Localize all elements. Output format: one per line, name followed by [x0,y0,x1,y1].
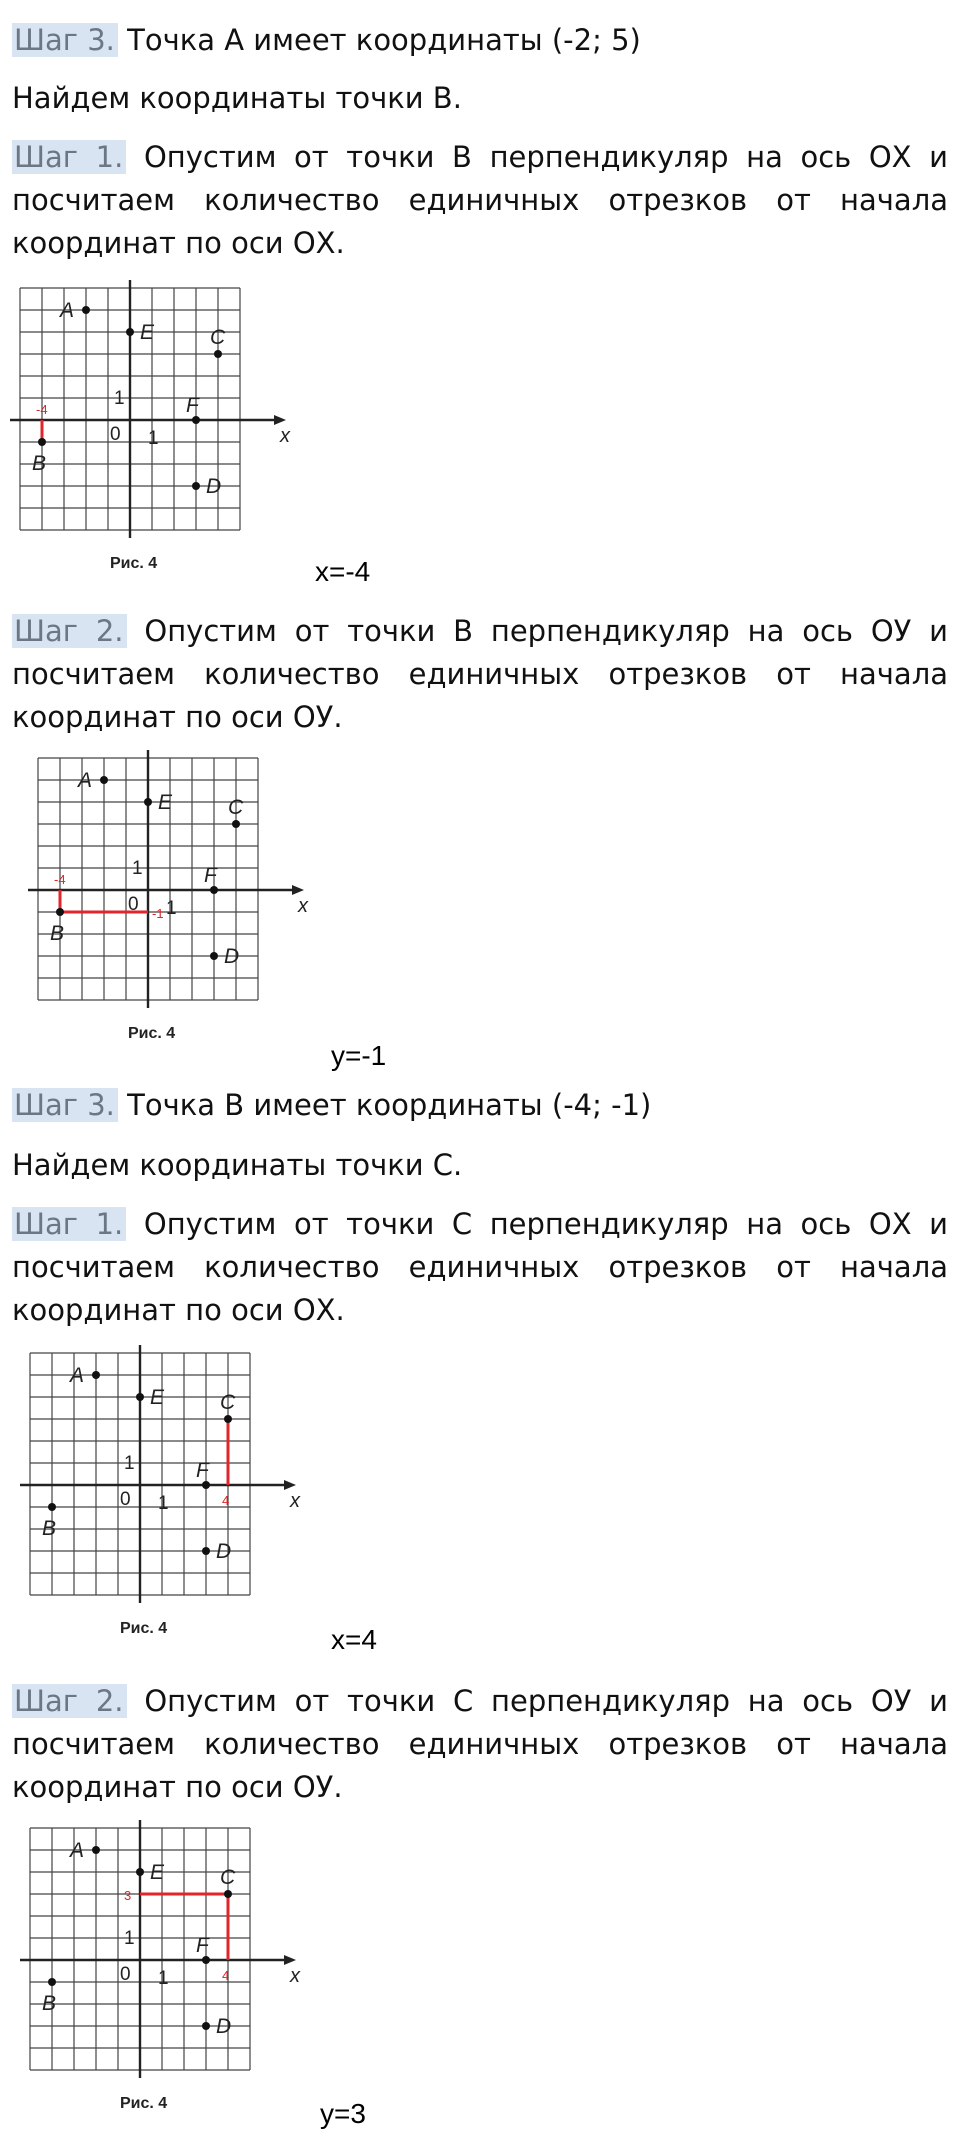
point-label: A [78,769,93,792]
step-text: Опустим от точки В перпендикуляр на ось ОХ и посчитаем количество единичных отрезков от начала координат по оси ОХ. [12,140,949,260]
step-paragraph [12,136,948,265]
answer: y=3 [320,2098,366,2129]
point-marker [202,1481,210,1489]
x-axis-label: x [290,1965,300,1987]
value-mark: 4 [222,1968,230,1983]
unit-y-label: 1 [124,1453,135,1474]
origin-label: 0 [120,1489,131,1510]
step-line [12,1085,651,1126]
value-mark: 3 [124,1888,132,1903]
point-label: B [42,1992,57,2015]
intro-line [12,1145,462,1186]
point-marker [92,1371,100,1379]
point-marker [202,2022,210,2030]
point-marker [48,1978,56,1986]
x-axis-arrow [274,415,286,425]
answer: y=-1 [331,1040,387,1071]
point-marker [214,350,222,358]
point-label: A [70,1839,85,1862]
coordinate-plane [10,280,330,588]
figure-caption: Рис. 4 [120,1620,168,1637]
point-marker [202,1956,210,1964]
point-label: A [60,299,75,322]
step-label: Шаг 2. [12,1684,127,1718]
point-marker [202,1547,210,1555]
point-label: A [70,1364,85,1387]
unit-x-label: 1 [158,1493,169,1514]
point-marker [210,952,218,960]
point-label: E [140,321,155,344]
step-paragraph [12,1680,948,1809]
point-label: C [220,1866,236,1889]
step-label: Шаг 3. [12,23,118,57]
step-label: Шаг 1. [12,140,126,174]
coordinate-plane [28,750,338,1058]
x-axis-label: x [280,425,290,447]
point-label: C [210,326,226,349]
intro-text: Найдем координаты точки В. [12,81,462,115]
step-label: Шаг 3. [12,1088,118,1122]
point-label: D [216,1540,232,1563]
point-label: E [150,1861,165,1884]
step-text: Точка А имеет координаты (-2; 5) [127,23,641,57]
step-text: Опустим от точки С перпендикуляр на ось ОУ и посчитаем количество единичных отрезков от начала координат по оси ОУ. [12,1684,949,1804]
intro-text: Найдем координаты точки С. [12,1148,463,1182]
point-label: D [216,2015,232,2038]
coordinate-figure [20,1345,320,1650]
step-paragraph [12,1203,948,1332]
point-marker [192,416,200,424]
step-label: Шаг 2. [12,614,127,648]
point-marker [92,1846,100,1854]
point-label: B [42,1517,57,1540]
x-axis-arrow [292,885,304,895]
point-label: D [224,945,240,968]
point-marker [192,482,200,490]
step-text: Точка В имеет координаты (-4; -1) [127,1088,652,1122]
coordinate-figure [28,750,338,1058]
point-marker [38,438,46,446]
point-label: B [50,922,65,945]
point-marker [136,1393,144,1401]
unit-y-label: 1 [124,1928,135,1949]
answer: x=-4 [315,556,371,587]
figure-caption: Рис. 4 [110,555,158,572]
figure-caption: Рис. 4 [128,1025,176,1042]
intro-line [12,78,462,119]
point-marker [56,908,64,916]
point-marker [224,1415,232,1423]
point-label: D [206,475,222,498]
point-label: F [204,864,217,887]
step-text: Опустим от точки С перпендикуляр на ось ОХ и посчитаем количество единичных отрезков от начала координат по оси ОХ. [12,1207,949,1327]
origin-label: 0 [128,894,139,915]
point-label: E [150,1386,165,1409]
point-marker [100,776,108,784]
coordinate-plane [20,1820,320,2125]
point-label: C [228,796,244,819]
point-marker [136,1868,144,1876]
x-axis-arrow [284,1955,296,1965]
point-marker [82,306,90,314]
x-axis-arrow [284,1480,296,1490]
point-marker [232,820,240,828]
value-mark: -4 [54,872,66,887]
point-label: F [196,1459,209,1482]
coordinate-figure [20,1820,320,2125]
point-label: E [158,791,173,814]
point-label: F [186,394,199,417]
coordinate-plane [20,1345,320,1650]
origin-label: 0 [120,1964,131,1985]
x-axis-label: x [298,895,308,917]
coordinate-figure [10,280,330,588]
unit-x-label: 1 [166,898,177,919]
x-axis-label: x [290,1490,300,1512]
step-label: Шаг 1. [12,1207,126,1241]
point-marker [48,1503,56,1511]
point-marker [224,1890,232,1898]
origin-label: 0 [110,424,121,445]
point-marker [210,886,218,894]
step-paragraph [12,610,948,739]
value-mark: 4 [222,1493,230,1508]
point-label: B [32,452,47,475]
unit-y-label: 1 [132,858,143,879]
point-label: C [220,1391,236,1414]
unit-y-label: 1 [114,388,125,409]
unit-x-label: 1 [148,428,159,449]
unit-x-label: 1 [158,1968,169,1989]
answer: x=4 [331,1624,377,1655]
point-label: F [196,1934,209,1957]
point-marker [144,798,152,806]
value-mark: -4 [36,402,48,417]
figure-caption: Рис. 4 [120,2095,168,2112]
point-marker [126,328,134,336]
step-line [12,20,641,61]
step-text: Опустим от точки В перпендикуляр на ось ОУ и посчитаем количество единичных отрезков от начала координат по оси ОУ. [12,614,949,734]
value-mark: -1 [152,906,164,921]
